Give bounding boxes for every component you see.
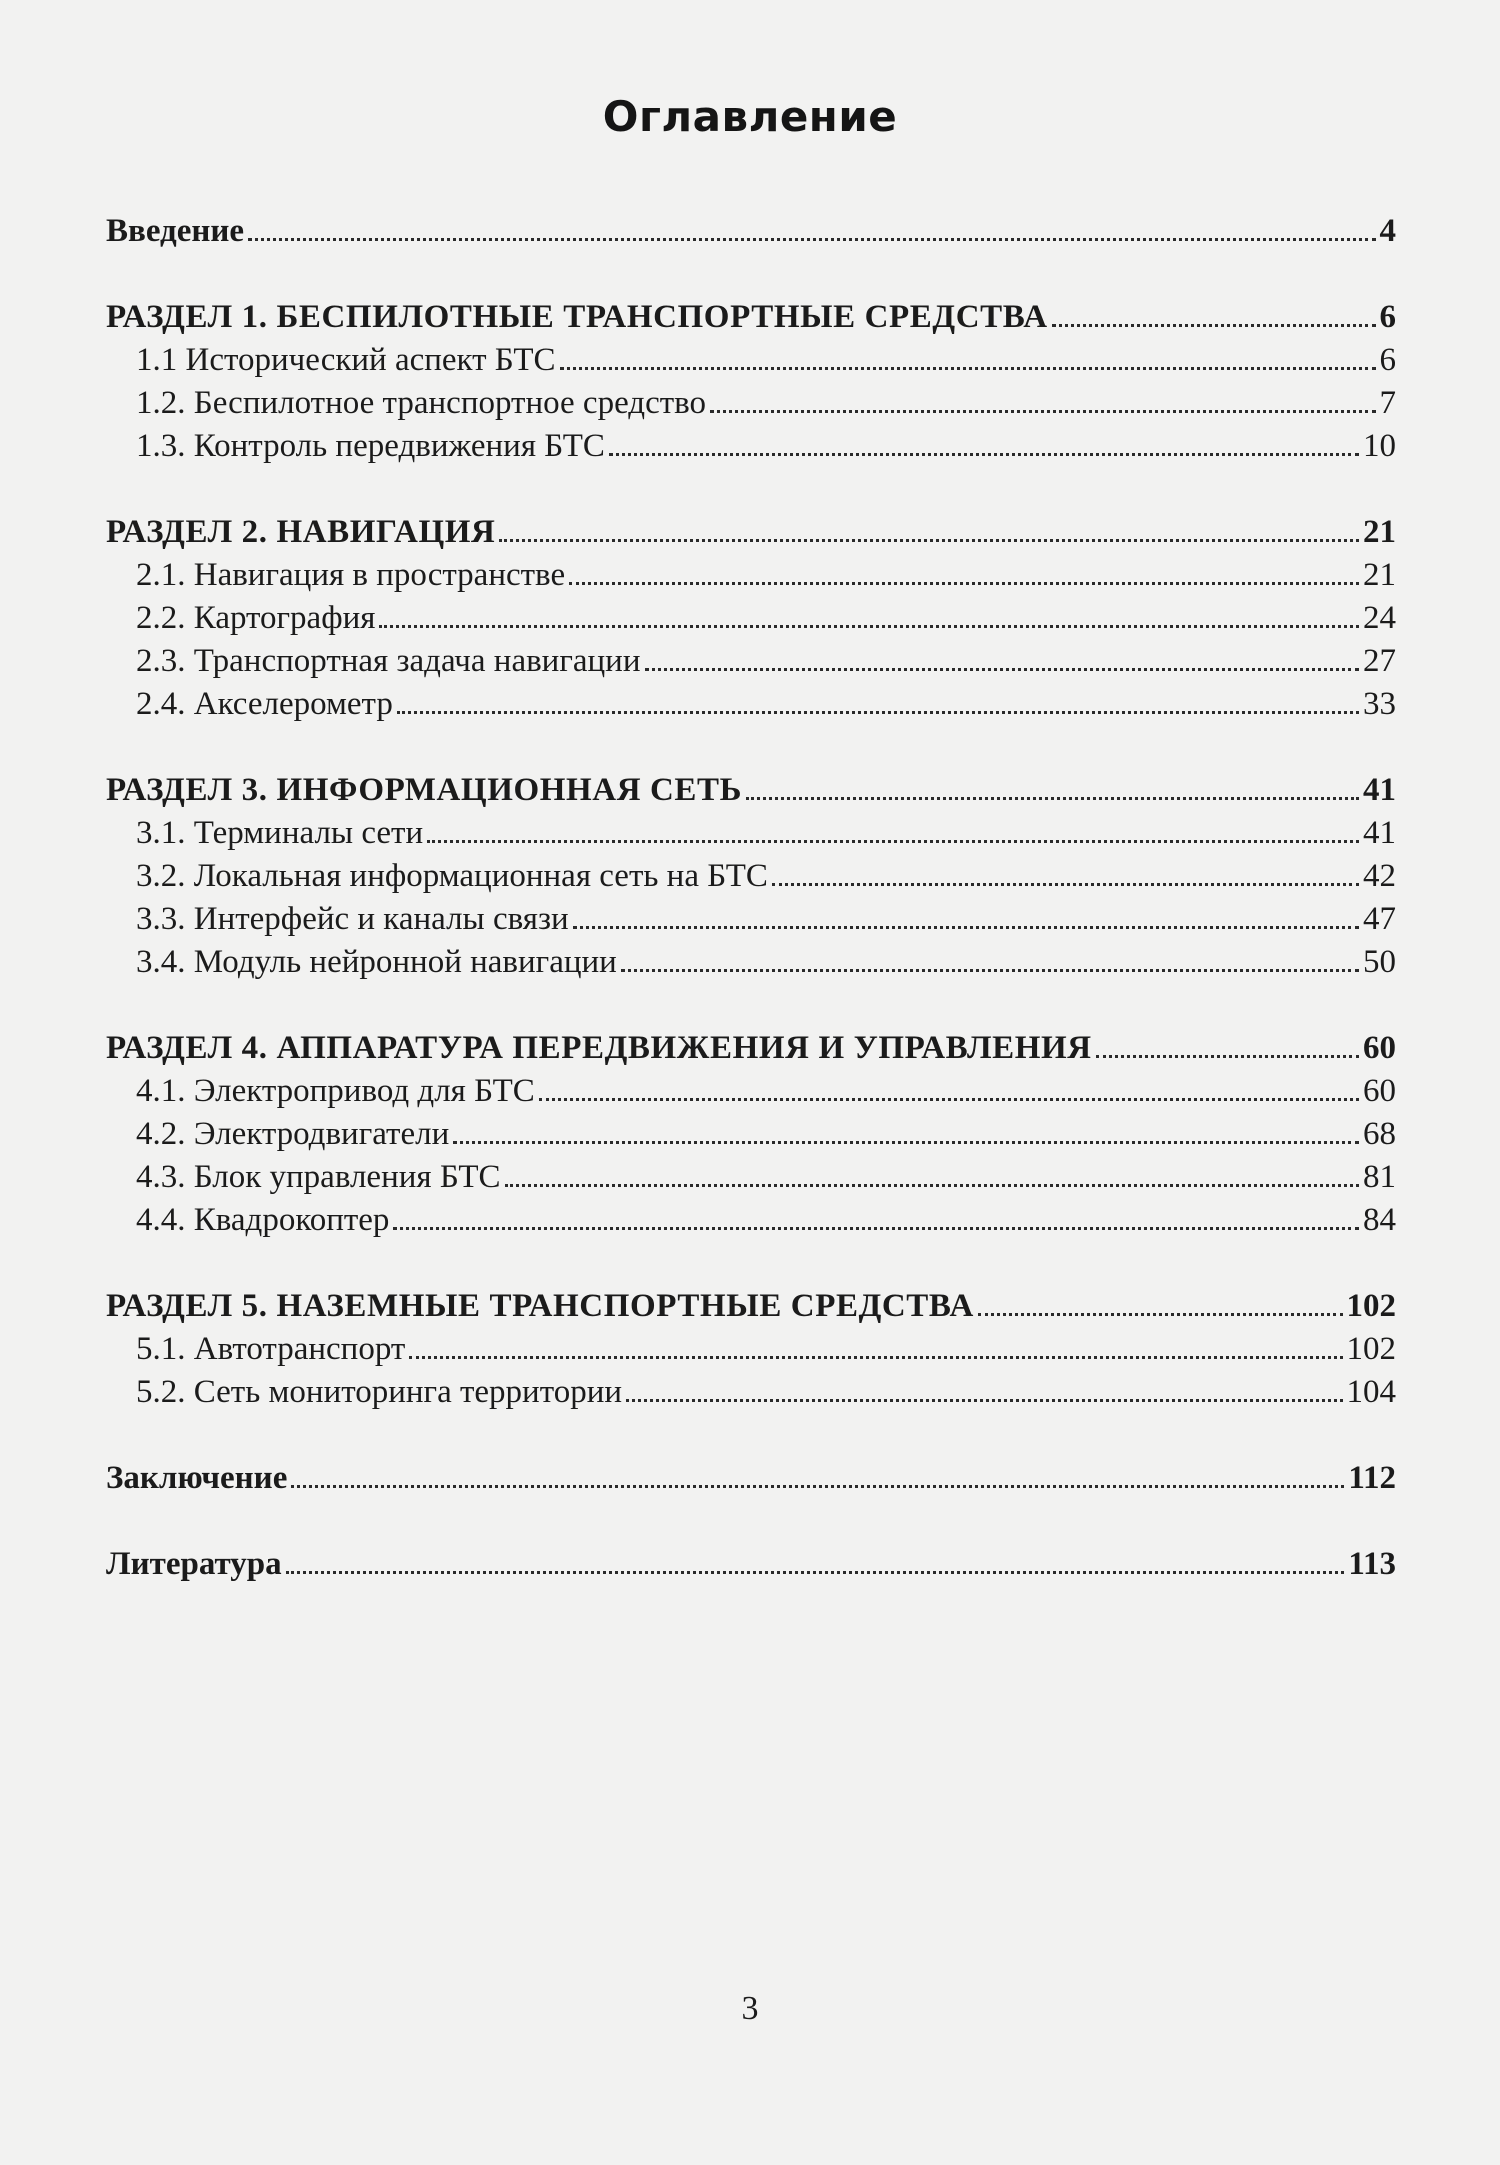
dot-leader — [409, 1356, 1342, 1359]
toc-entry-title: 1.2. Беспилотное транспортное средство — [136, 385, 707, 421]
toc-entry-page: 102 — [1346, 1288, 1396, 1324]
toc-entry-5-1[interactable] — [136, 1329, 1396, 1369]
dot-leader — [379, 625, 1359, 628]
dot-leader — [427, 840, 1359, 843]
toc-entry-page: 7 — [1379, 385, 1396, 421]
toc-entry-page: 113 — [1348, 1546, 1396, 1582]
toc-entry-4-3[interactable] — [136, 1157, 1396, 1197]
dot-leader — [499, 539, 1359, 542]
toc-entry-title: 5.1. Автотранспорт — [136, 1331, 406, 1367]
toc-entry-page: 33 — [1363, 686, 1396, 722]
toc-entry-title: 4.2. Электродвигатели — [136, 1116, 450, 1152]
dot-leader — [1096, 1055, 1359, 1058]
toc-entry-3-4[interactable] — [136, 942, 1396, 982]
toc-entry-title: РАЗДЕЛ 1. БЕСПИЛОТНЫЕ ТРАНСПОРТНЫЕ СРЕДСТВА — [106, 299, 1048, 335]
toc-entry-page: 27 — [1363, 643, 1396, 679]
dot-leader — [978, 1313, 1343, 1316]
toc-entry-title: Литература — [106, 1546, 282, 1582]
page-number: 3 — [741, 1990, 759, 2027]
toc-entry-page: 50 — [1363, 944, 1396, 980]
dot-leader — [1052, 324, 1376, 327]
dot-leader — [393, 1227, 1359, 1230]
dot-leader — [626, 1399, 1342, 1402]
toc-entry-5-2[interactable] — [136, 1372, 1396, 1412]
toc-entry-page: 42 — [1363, 858, 1396, 894]
toc-entry-title: 4.4. Квадрокоптер — [136, 1202, 390, 1238]
toc-entry-page: 21 — [1363, 557, 1396, 593]
toc-entry-page: 104 — [1346, 1374, 1396, 1410]
toc-section-5[interactable] — [106, 1286, 1396, 1326]
toc-entry-title: 4.3. Блок управления БТС — [136, 1159, 501, 1195]
toc-entry-title: РАЗДЕЛ 5. НАЗЕМНЫЕ ТРАНСПОРТНЫЕ СРЕДСТВА — [106, 1288, 974, 1324]
dot-leader — [710, 410, 1375, 413]
toc-entry-title: 5.2. Сеть мониторинга территории — [136, 1374, 623, 1410]
toc-entry-1-1[interactable] — [136, 340, 1396, 380]
toc-entry-2-2[interactable] — [136, 598, 1396, 638]
toc-entry-page: 60 — [1363, 1073, 1396, 1109]
toc-entry-3-3[interactable] — [136, 899, 1396, 939]
toc-entry-2-3[interactable] — [136, 641, 1396, 681]
toc-entry-page: 6 — [1379, 342, 1396, 378]
toc-entry-4-4[interactable] — [136, 1200, 1396, 1240]
toc-section-4[interactable] — [106, 1028, 1396, 1068]
toc-entry-title: 2.4. Акселерометр — [136, 686, 393, 722]
toc-entry-page: 112 — [1348, 1460, 1396, 1496]
toc-entry-page: 4 — [1379, 213, 1396, 249]
toc-entry-page: 41 — [1363, 772, 1396, 808]
toc-entry-title: 1.3. Контроль передвижения БТС — [136, 428, 605, 464]
toc-section-3[interactable] — [106, 770, 1396, 810]
page-title: Оглавление — [602, 92, 898, 141]
dot-leader — [573, 926, 1359, 929]
toc-entry-page: 6 — [1379, 299, 1396, 335]
dot-leader — [286, 1571, 1345, 1574]
toc-entry-page: 47 — [1363, 901, 1396, 937]
toc-entry-4-1[interactable] — [136, 1071, 1396, 1111]
dot-leader — [248, 238, 1375, 241]
toc-entry-title: 3.3. Интерфейс и каналы связи — [136, 901, 569, 937]
toc-entry-3-2[interactable] — [136, 856, 1396, 896]
toc-entry-page: 81 — [1363, 1159, 1396, 1195]
dot-leader — [291, 1485, 1344, 1488]
toc-entry-title: 3.1. Терминалы сети — [136, 815, 424, 851]
toc-entry-introduction[interactable] — [106, 211, 1396, 251]
toc-entry-2-1[interactable] — [136, 555, 1396, 595]
toc-section-2[interactable] — [106, 512, 1396, 552]
toc-entry-literature[interactable] — [106, 1544, 1396, 1584]
dot-leader — [453, 1141, 1359, 1144]
dot-leader — [569, 582, 1359, 585]
toc-entry-page: 60 — [1363, 1030, 1396, 1066]
toc-entry-title: 2.2. Картография — [136, 600, 376, 636]
toc-entry-2-4[interactable] — [136, 684, 1396, 724]
toc-entry-page: 102 — [1346, 1331, 1396, 1367]
dot-leader — [609, 453, 1359, 456]
toc-entry-page: 21 — [1363, 514, 1396, 550]
toc-entry-page: 68 — [1363, 1116, 1396, 1152]
dot-leader — [645, 668, 1360, 671]
toc-entry-page: 24 — [1363, 600, 1396, 636]
dot-leader — [746, 797, 1359, 800]
toc-entry-title: 1.1 Исторический аспект БТС — [136, 342, 556, 378]
toc-section-1[interactable] — [106, 297, 1396, 337]
dot-leader — [505, 1184, 1359, 1187]
toc-entry-title: 2.1. Навигация в пространстве — [136, 557, 566, 593]
toc-entry-title: 4.1. Электропривод для БТС — [136, 1073, 535, 1109]
toc-entry-title: РАЗДЕЛ 3. ИНФОРМАЦИОННАЯ СЕТЬ — [106, 772, 743, 808]
toc-entry-title: 2.3. Транспортная задача навигации — [136, 643, 641, 679]
dot-leader — [621, 969, 1359, 972]
dot-leader — [772, 883, 1359, 886]
toc-entry-4-2[interactable] — [136, 1114, 1396, 1154]
toc-entry-page: 84 — [1363, 1202, 1396, 1238]
toc-entry-title: 3.4. Модуль нейронной навигации — [136, 944, 617, 980]
toc-entry-title: 3.2. Локальная информационная сеть на БТС — [136, 858, 768, 894]
toc-entry-1-2[interactable] — [136, 383, 1396, 423]
dot-leader — [560, 367, 1376, 370]
toc-entry-title: Заключение — [106, 1460, 288, 1496]
toc-entry-3-1[interactable] — [136, 813, 1396, 853]
toc-entry-title: РАЗДЕЛ 2. НАВИГАЦИЯ — [106, 514, 496, 550]
toc-entry-title: РАЗДЕЛ 4. АППАРАТУРА ПЕРЕДВИЖЕНИЯ И УПРАВЛЕНИЯ — [106, 1030, 1092, 1066]
toc-entry-title: Введение — [106, 213, 245, 249]
dot-leader — [397, 711, 1359, 714]
toc-entry-conclusion[interactable] — [106, 1458, 1396, 1498]
toc-entry-page: 10 — [1363, 428, 1396, 464]
toc-entry-1-3[interactable] — [136, 426, 1396, 466]
toc-entry-page: 41 — [1363, 815, 1396, 851]
dot-leader — [539, 1098, 1359, 1101]
